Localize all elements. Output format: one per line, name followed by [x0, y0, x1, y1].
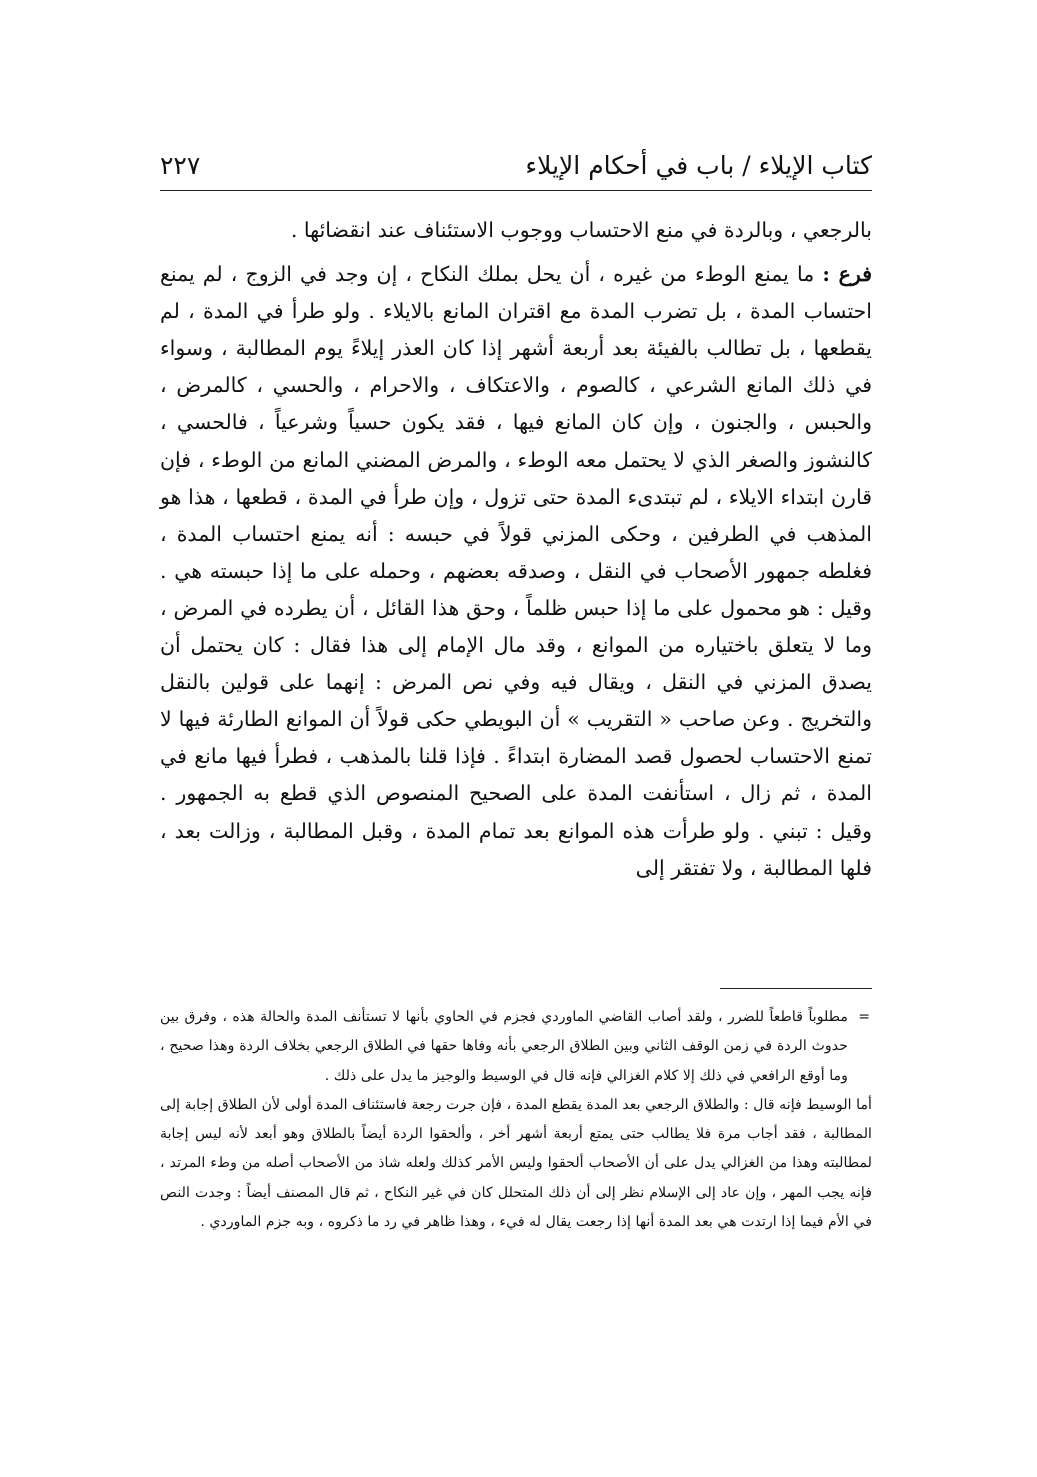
branch-paragraph	[160, 256, 872, 887]
footnotes	[160, 1003, 872, 1237]
header-rule	[160, 190, 872, 191]
page-number: ٢٢٧	[160, 151, 201, 180]
continuation-mark: =	[858, 1009, 870, 1025]
running-title: كتاب الإيلاء / باب في أحكام الإيلاء	[525, 151, 872, 180]
branch-label: فرع :	[822, 262, 872, 287]
footnote-rule	[720, 988, 872, 989]
lead-line: بالرجعي ، وبالردة في منع الاحتساب ووجوب الاستئناف عند انقضائها .	[290, 218, 872, 242]
footnote-paragraph: أما الوسيط فإنه قال : والطلاق الرجعي بعد المدة يقطع المدة ، فإن جرت رجعة فاستئناف المدة أولى لأن الطلاق إجابة إلى المطالبة ، فقد أجاب مرة فلا يطالب حتى يمتع أربعة أشهر أخر ، وألحقوا الردة أيضاً بالطلاق وهو أبعد لأنه ليس إجابة لمطالبته وهذا من الغزالي يدل على أن الأصحاب ألحقوا وليس الأمر كذلك ولعله شاذ من الأصحاب أصله من وطء المرتد ، فإنه يجب المهر ، وإن عاد إلى الإسلام نظر إلى أن ذلك المتحلل كان في غير النكاح ، ثم قال المصنف أيضاً : وجدت النص في الأم فيما إذا ارتدت هي بعد المدة أنها إذا رجعت يقال له فيء ، وهذا ظاهر في رد ما ذكروه ، وبه جزم الماوردي .	[160, 1096, 872, 1231]
branch-text: ما يمنع الوطء من غيره ، أن يحل بملك النكاح ، إن وجد في الزوج ، لم يمنع احتساب المدة ، بل تضرب المدة مع اقتران المانع بالايلاء . ولو طرأ في المدة ، لم يقطعها ، بل تطالب بالفيئة بعد أربعة أشهر إذا كان العذر إيلاءً يوم المطالبة ، وسواء في ذلك المانع الشرعي ، كالصوم ، والاعتكاف ، والاحرام ، والحسي ، كالمرض ، والحبس ، والجنون ، وإن كان المانع فيها ، فقد يكون حسياً وشرعياً ، فالحسي ، كالنشوز والصغر الذي لا يحتمل معه الوطء ، والمرض المضني المانع من الوطء ، فإن قارن ابتداء الايلاء ، لم تبتدىء المدة حتى تزول ، وإن طرأ في المدة ، قطعها ، هذا هو المذهب في الطرفين ، وحكى المزني قولاً في حبسه : أنه يمنع احتساب المدة ، فغلطه جمهور الأصحاب في النقل ، وصدقه بعضهم ، وحمله على ما إذا حبسته هي . وقيل : هو محمول على ما إذا حبس ظلماً ، وحق هذا القائل ، أن يطرده في المرض ، وما لا يتعلق باختياره من الموانع ، وقد مال الإمام إلى هذا فقال : كان يحتمل أن يصدق المزني في النقل ، ويقال فيه وفي نص المرض : إنهما على قولين بالنقل والتخريج . وعن صاحب « التقريب » أن البويطي حكى قولاً أن الموانع الطارئة فيها لا تمنع الاحتساب لحصول قصد المضارة ابتداءً . فإذا قلنا بالمذهب ، فطرأ فيها مانع في المدة ، ثم زال ، استأنفت المدة على الصحيح المنصوص الذي قطع به الجمهور . وقيل : تبني . ولو طرأت هذه الموانع بعد تمام المدة ، وقبل المطالبة ، وزالت بعد ، فلها المطالبة ، ولا تفتقر إلى	[160, 262, 872, 880]
footnote-continuation	[160, 1003, 872, 1091]
running-header	[160, 146, 872, 190]
main-text	[160, 212, 872, 887]
footnote-continuation-text: مطلوباً قاطعاً للضرر ، ولقد أصاب القاضي الماوردي فجزم في الحاوي بأنها لا تستأنف المدة والحالة هذه ، وفرق بين حدوث الردة في زمن الوقف الثاني وبين الطلاق الرجعي بأنه وفاها حقها في الطلاق الرجعي بخلاف الردة وهذا صحيح ، وما أوقع الرافعي في ذلك إلا كلام الغزالي فإنه قال في الوسيط والوجيز ما يدل على ذلك .	[160, 1009, 848, 1084]
